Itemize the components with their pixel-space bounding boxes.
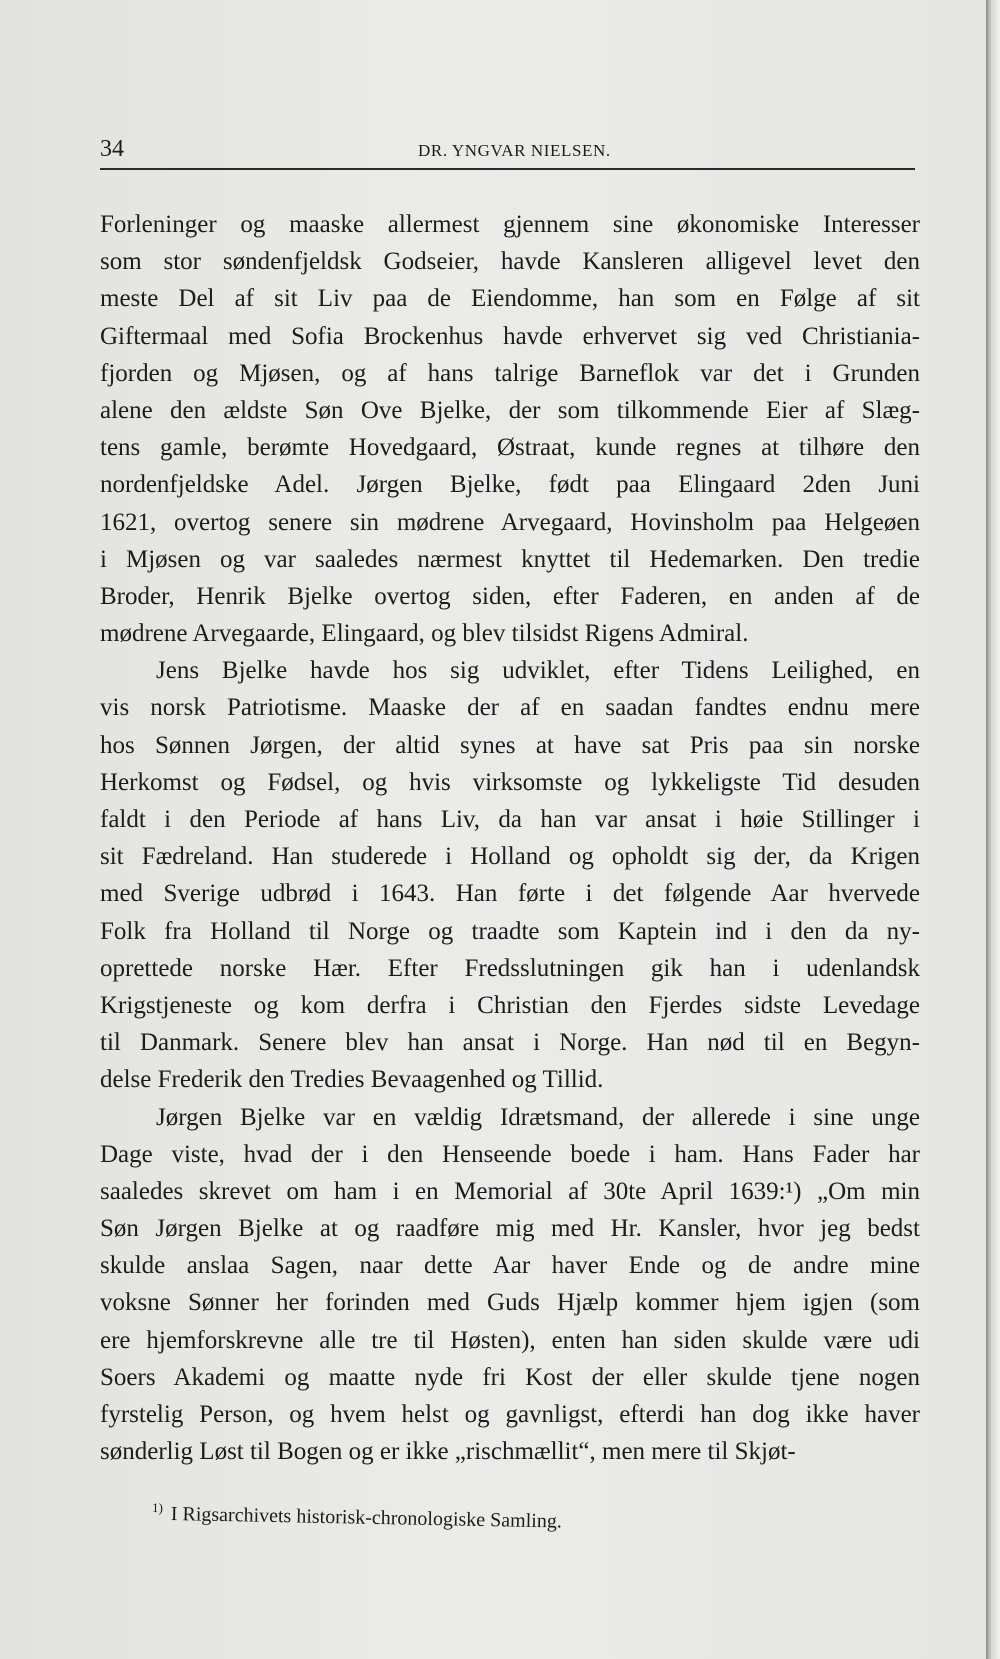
text-line: Folk fra Holland til Norge og traadte som Kaptein ind i den da ny- — [100, 917, 920, 945]
footnote-text: I Rigsarchivets historisk-chronologiske Samling. — [170, 1503, 563, 1533]
text-line: ere hjemforskrevne alle tre til Høsten), enten han siden skulde være udi — [100, 1326, 920, 1354]
text-line: Jens Bjelke havde hos sig udviklet, efter Tidens Leilighed, en — [156, 657, 920, 685]
text-line: oprettede norske Hær. Efter Fredsslutningen gik han i udenlandsk — [100, 954, 920, 982]
text-line: til Danmark. Senere blev han ansat i Norge. Han nød til en Begyn- — [100, 1029, 920, 1057]
text-line: skulde anslaa Sagen, naar dette Aar haver Ende og de andre mine — [100, 1252, 920, 1280]
page-header — [100, 136, 910, 166]
running-title: DR. YNGVAR NIELSEN. — [418, 141, 611, 160]
text-line: hos Sønnen Jørgen, der altid synes at have sat Pris paa sin norske — [100, 731, 920, 759]
text-line: Giftermaal med Sofia Brockenhus havde erhvervet sig ved Christiania- — [100, 322, 920, 350]
text-line: Dage viste, hvad der i den Henseende boede i ham. Hans Fader har — [100, 1140, 920, 1168]
header-rule — [100, 168, 915, 170]
text-line: fjorden og Mjøsen, og af hans talrige Barneflok var det i Grunden — [100, 359, 920, 387]
text-line: alene den ældste Søn Ove Bjelke, der som tilkommende Eier af Slæg- — [100, 396, 920, 424]
page-edge — [986, 0, 1000, 1659]
text-line: med Sverige udbrød i 1643. Han førte i det følgende Aar hvervede — [100, 880, 920, 908]
text-line: i Mjøsen og var saaledes nærmest knyttet til Hedemarken. Den tredie — [100, 545, 920, 573]
text-line: 1621, overtog senere sin mødrene Arvegaard, Hovinsholm paa Helgeøen — [100, 508, 920, 536]
text-line: fyrstelig Person, og hvem helst og gavnligst, efterdi han dog ikke haver — [100, 1401, 920, 1428]
text-line: voksne Sønner her forinden med Guds Hjælp kommer hjem igjen (som — [100, 1289, 920, 1317]
text-line: faldt i den Periode af hans Liv, da han var ansat i høie Stillinger i — [100, 806, 920, 833]
text-line: tens gamle, berømte Hovedgaard, Østraat, kunde regnes at tilhøre den — [100, 434, 920, 462]
text-line: Forleninger og maaske allermest gjennem sine økonomiske Interesser — [100, 211, 920, 238]
text-line: meste Del af sit Liv paa de Eiendomme, han som en Følge af sit — [100, 285, 920, 313]
footnote — [152, 1500, 562, 1534]
text-line: vis norsk Patriotisme. Maaske der af en saadan fandtes endnu mere — [100, 694, 920, 722]
body-text — [100, 206, 920, 1470]
text-line: saaledes skrevet om ham i en Memorial af 30te April 1639:¹) „Om min — [100, 1177, 920, 1205]
text-line: Søn Jørgen Bjelke at og raadføre mig med Hr. Kansler, hvor jeg bedst — [100, 1215, 920, 1243]
text-line: Soers Akademi og maatte nyde fri Kost der eller skulde tjene nogen — [100, 1363, 920, 1391]
text-line: mødrene Arvegaarde, Elingaard, og blev tilsidst Rigens Admiral. — [100, 620, 749, 648]
text-line: Krigstjeneste og kom derfra i Christian den Fjerdes sidste Levedage — [100, 991, 920, 1019]
text-line: som stor søndenfjeldsk Godseier, havde Kansleren alligevel levet den — [100, 248, 920, 276]
page-number: 34 — [100, 136, 124, 162]
text-line: sit Fædreland. Han studerede i Holland og opholdt sig der, da Krigen — [100, 843, 920, 871]
text-line: nordenfjeldske Adel. Jørgen Bjelke, født paa Elingaard 2den Juni — [100, 471, 920, 499]
text-line: Herkomst og Fødsel, og hvis virksomste og lykkeligste Tid desuden — [100, 768, 920, 796]
text-line: Jørgen Bjelke var en vældig Idrætsmand, der allerede i sine unge — [156, 1103, 920, 1131]
text-line: sønderlig Løst til Bogen og er ikke „rischmællit“, men mere til Skjøt- — [100, 1438, 796, 1466]
text-line: Broder, Henrik Bjelke overtog siden, efter Faderen, en anden af de — [100, 582, 920, 610]
footnote-marker: 1) — [151, 1500, 164, 1516]
text-line: delse Frederik den Tredies Bevaagenhed og Tillid. — [100, 1066, 604, 1094]
